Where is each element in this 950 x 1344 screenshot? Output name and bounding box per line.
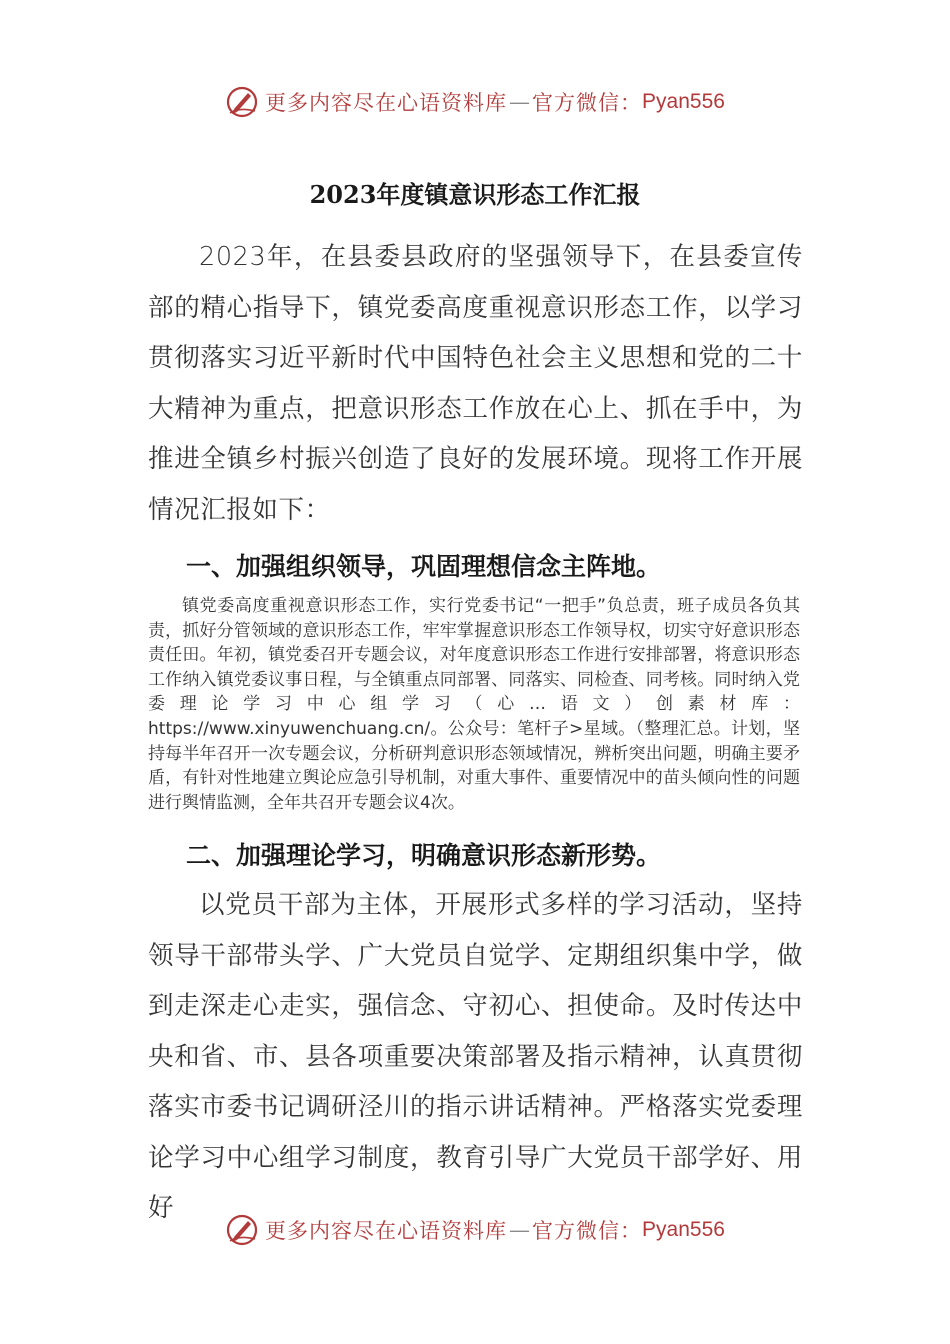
section-1-heading: 一、加强组织领导，巩固理想信念主阵地。 xyxy=(186,552,662,581)
watermark-brand: 更多内容尽在心语资料库 xyxy=(265,1219,508,1243)
watermark-wechat-id: Pyan556 xyxy=(642,1218,725,1241)
watermark-separator: — xyxy=(509,1218,531,1242)
watermark-wechat-label: 官方微信： xyxy=(532,1219,643,1243)
watermark-separator: — xyxy=(509,90,531,114)
intro-paragraph: 2023年，在县委县政府的坚强领导下，在县委宣传部的精心指导下，镇党委高度重视意识形态工作，以学习贯彻落实习近平新时代中国特色社会主义思想和党的二十大精神为重点，把意识形态工作放在心上、抓在手中，为推进全镇乡村振兴创造了良好的发展环境。现将工作开展情况汇报如下： xyxy=(148,242,803,525)
footer-watermark xyxy=(0,1210,950,1250)
watermark-wechat-label: 官方微信： xyxy=(532,91,643,115)
section-2-body: 以党员干部为主体，开展形式多样的学习活动，坚持领导干部带头学、广大党员自觉学、定期组织集中学，做到走深走心走实，强信念、守初心、担使命。及时传达中央和省、市、县各项重要决策部署及指示精神，认真贯彻落实市委书记调研泾川的指示讲话精神。严格落实党委理论学习中心组学习制度，教育引导广大党员干部学好、用好 xyxy=(148,890,803,1223)
pen-seal-logo-icon xyxy=(225,1213,259,1247)
header-watermark xyxy=(0,82,950,122)
watermark-brand: 更多内容尽在心语资料库 xyxy=(265,91,508,115)
section-1-body: 镇党委高度重视意识形态工作，实行党委书记“一把手”负总责，班子成员各负其责，抓好分管领域的意识形态工作，牢牢掌握意识形态工作领导权，切实守好意识形态责任田。年初，镇党委召开专题会议，对年度意识形态工作进行安排部署，将意识形态工作纳入镇党委议事日程，与全镇重点同部署、同落实、同检查、同考核。同时纳入党委理论学习中心组学习（心…语文）创素材库：https://www.xinyuwenchuang.cn/。公众号：笔杆子>星域。（整理汇总。计划，坚持每半年召开一次专题会议，分析研判意识形态领域情况，辨析突出问题，明确主要矛盾，有针对性地建立舆论应急引导机制，对重大事件、重要情况中的苗头倾向性的问题进行舆情监测，全年共召开专题会议4次。 xyxy=(148,596,800,813)
section-2-heading: 二、加强理论学习，明确意识形态新形势。 xyxy=(186,841,662,870)
pen-seal-logo-icon xyxy=(225,85,259,119)
document-title: 2023年度镇意识形态工作汇报 xyxy=(309,180,641,209)
watermark-wechat-id: Pyan556 xyxy=(642,90,725,113)
